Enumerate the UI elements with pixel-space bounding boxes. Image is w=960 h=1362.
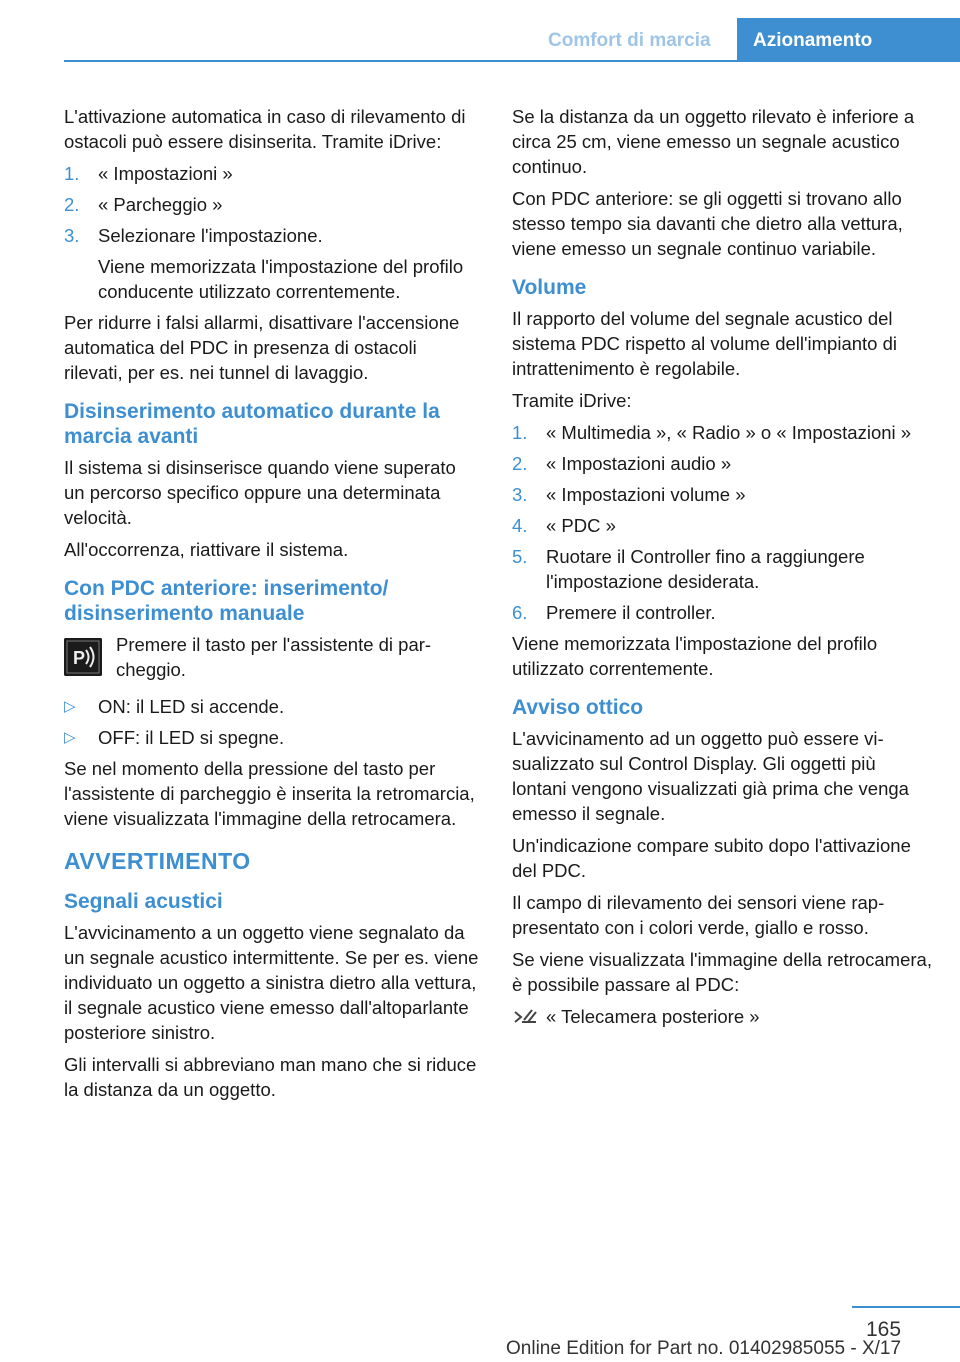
rear-camera-icon (512, 1006, 540, 1026)
paragraph: Gli intervalli si abbreviano man mano che si riduce la distanza da un oggetto. (64, 1054, 477, 1100)
paragraph: Se la distanza da un oggetto rilevato è inferiore a circa 25 cm, viene emesso un segnale acustico continuo. (512, 106, 915, 177)
step-text: « PDC » (546, 515, 616, 536)
step-number: 6. (512, 602, 528, 623)
bullet-list (64, 694, 480, 750)
list-item (512, 482, 932, 507)
paragraph: Il rapporto del volume del segnale acustico del sistema PDC rispetto al volume dell'impianto di intrattenimento è regolabile. (512, 308, 897, 379)
section-heading: Volume (512, 276, 587, 299)
step-number: 3. (64, 225, 80, 246)
section-tab: Comfort di marcia (548, 30, 711, 51)
list-item (512, 544, 932, 594)
step-number: 2. (64, 194, 80, 215)
left-column (64, 104, 480, 1109)
header-rule (64, 60, 960, 62)
list-item (512, 451, 932, 476)
footer-rule (852, 1306, 960, 1308)
paragraph: Un'indicazione compare subito dopo l'attivazione del PDC. (512, 835, 911, 881)
paragraph: Per ridurre i falsi allarmi, disattivare l'accensione automatica del PDC in presenza di ostacoli rilevati, per es. nei tunnel di lavaggio. (64, 312, 460, 383)
list-item (64, 694, 480, 719)
section-heading: Disinserimento automatico durante la marcia avanti (64, 400, 440, 448)
button-instruction (64, 632, 480, 682)
camera-text: « Telecamera posteriore » (546, 1006, 760, 1027)
section-heading: Con PDC anteriore: inserimento/ disinserimento manuale (64, 577, 389, 625)
triangle-bullet-icon: ▷ (64, 698, 76, 715)
paragraph: L'avvicinamento ad un oggetto può essere visualizzato sul Control Display. Gli oggetti più lontani vengono visualizzati già prima che venga emesso il segnale. (512, 728, 909, 824)
paragraph: L'attivazione automatica in caso di rilevamento di ostacoli può essere disinserita. Tramite iDrive: (64, 106, 466, 152)
step-note: Viene memorizzata l'impostazione del profilo conducente utilizzato correntemente. (98, 256, 464, 302)
step-text: Premere il controller. (546, 602, 716, 623)
bullet-text: ON: il LED si accende. (98, 696, 285, 717)
step-number: 1. (64, 163, 80, 184)
step-text: Ruotare il Controller fino a raggiungere l'impostazione desiderata. (546, 546, 865, 592)
paragraph: Con PDC anteriore: se gli oggetti si trovano allo stesso tempo sia davanti che dietro alla vettura, viene emesso un segnale continuo variabile. (512, 188, 903, 259)
svg-text:P: P (73, 648, 86, 668)
paragraph: Il campo di rilevamento dei sensori viene rappresentato con i colori verde, giallo e rosso. (512, 892, 885, 938)
step-text: « Impostazioni volume » (546, 484, 746, 505)
camera-instruction (512, 1004, 932, 1029)
section-heading: Segnali acustici (64, 890, 223, 913)
active-section-tab: Azionamento (737, 18, 960, 61)
step-text: « Multimedia », « Radio » o « Impostazioni » (546, 422, 912, 443)
steps-list (64, 161, 480, 304)
step-number: 1. (512, 422, 528, 443)
page-number: 165 (866, 1318, 902, 1341)
paragraph: Tramite iDrive: (512, 390, 632, 411)
park-assist-button-icon (64, 638, 102, 676)
bullet-text: OFF: il LED si spegne. (98, 727, 285, 748)
list-item (64, 725, 480, 750)
steps-list (512, 420, 932, 625)
step-text: « Impostazioni audio » (546, 453, 732, 474)
paragraph: Il sistema si disinserisce quando viene superato un percorso specifico oppure una determinata velocità. (64, 457, 456, 528)
list-item (64, 192, 480, 217)
triangle-bullet-icon: ▷ (64, 729, 76, 746)
list-item (512, 420, 932, 445)
step-text: Selezionare l'impostazione. (98, 225, 323, 246)
step-number: 2. (512, 453, 528, 474)
warning-heading: AVVERTIMENTO (64, 848, 251, 874)
list-item (64, 223, 480, 304)
page-header (0, 0, 960, 62)
step-text: « Impostazioni » (98, 163, 233, 184)
step-number: 4. (512, 515, 528, 536)
paragraph: Viene memorizzata l'impostazione del profilo utilizzato correntemente. (512, 633, 878, 679)
section-heading: Avviso ottico (512, 696, 644, 719)
step-text: « Parcheggio » (98, 194, 223, 215)
paragraph: All'occorrenza, riattivare il sistema. (64, 539, 349, 560)
right-column (512, 104, 932, 1029)
list-item (512, 513, 932, 538)
edition-note: Online Edition for Part no. 01402985055 - X/17 (506, 1338, 902, 1359)
icon-text: Premere il tasto per l'assistente di parcheggio. (116, 634, 432, 680)
step-number: 3. (512, 484, 528, 505)
paragraph: Se nel momento della pressione del tasto per l'assistente di parcheggio è inserita la retromarcia, viene visualizzata l'immagine della retrocamera. (64, 758, 475, 829)
paragraph: Se viene visualizzata l'immagine della retrocamera, è possibile passare al PDC: (512, 949, 932, 995)
list-item (512, 600, 932, 625)
list-item (64, 161, 480, 186)
step-number: 5. (512, 546, 528, 567)
paragraph: L'avvicinamento a un oggetto viene segnalato da un segnale acustico intermittente. Se per es. viene individuato un oggetto a sinistra dietro alla vettura, il segnale acustico viene emesso dall'altoparlante posteriore sinistro. (64, 922, 479, 1043)
